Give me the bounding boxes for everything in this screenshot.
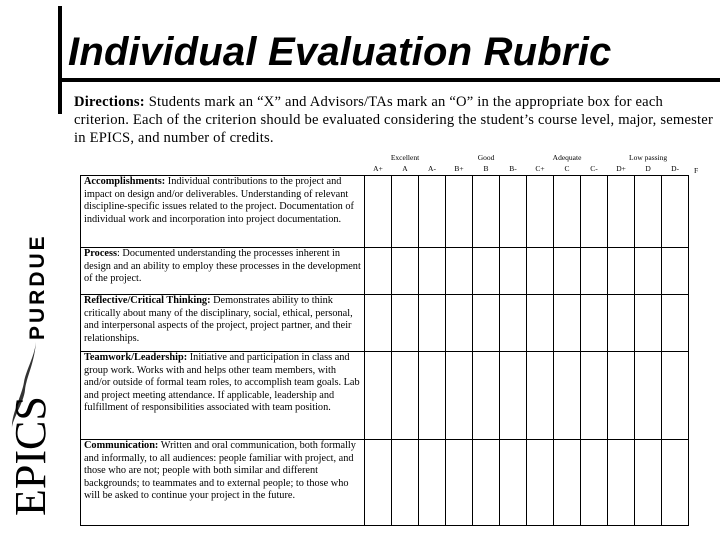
criterion-process (81, 248, 365, 295)
rating-cell[interactable] (419, 176, 446, 248)
rating-cell[interactable] (500, 440, 527, 526)
rating-cell[interactable] (608, 176, 635, 248)
rating-group-row (81, 152, 689, 163)
rating-cell[interactable] (500, 248, 527, 295)
rating-cell[interactable] (527, 440, 554, 526)
epics-purdue-logo (0, 190, 56, 540)
rating-cell[interactable] (581, 295, 608, 352)
grade-header-row (81, 163, 689, 176)
rating-cell[interactable] (527, 352, 554, 440)
rating-cell[interactable] (365, 176, 392, 248)
criterion-teamwork (81, 352, 365, 440)
rating-cell[interactable] (635, 295, 662, 352)
criterion-label: Accomplishments: (84, 176, 166, 187)
grade-f-label: F (694, 166, 699, 175)
criterion-row (81, 352, 689, 440)
rating-cell[interactable] (500, 176, 527, 248)
criterion-accomplishments (81, 176, 365, 248)
rating-cell[interactable] (581, 352, 608, 440)
rating-cell[interactable] (554, 295, 581, 352)
criterion-row (81, 440, 689, 526)
rating-cell[interactable] (473, 440, 500, 526)
criterion-text: Demonstrates ability to think critically about many of the disciplinary, social, ethical, personal, and interpersonal aspects of the project, project partner, and their relationships. (84, 295, 353, 344)
rating-cell[interactable] (608, 248, 635, 295)
rating-cell[interactable] (635, 352, 662, 440)
rating-cell[interactable] (473, 295, 500, 352)
criterion-text: Written and oral communication, both formally and informally, to all audiences: people familiar with project, and those who are not; people with both similar and different backgrounds; to teammates and to external people; to those who will be asked to continue your project in the future. (84, 440, 356, 502)
rating-cell[interactable] (527, 248, 554, 295)
rating-group-excellent: Excellent (390, 153, 420, 162)
grade-header: B- (509, 164, 517, 173)
rating-cell[interactable] (365, 248, 392, 295)
rating-cell[interactable] (446, 248, 473, 295)
rating-cell[interactable] (392, 440, 419, 526)
grade-header: D (645, 164, 651, 173)
rating-cell[interactable] (662, 176, 689, 248)
rubric-table (80, 152, 689, 526)
rating-cell[interactable] (419, 440, 446, 526)
rating-cell[interactable] (392, 352, 419, 440)
rating-cell[interactable] (446, 176, 473, 248)
rating-cell[interactable] (608, 352, 635, 440)
rating-cell[interactable] (392, 176, 419, 248)
directions-label: Directions: (74, 94, 145, 110)
title-horizontal-rule (58, 78, 720, 82)
rating-cell[interactable] (662, 352, 689, 440)
criterion-label: Reflective/Critical Thinking: (84, 295, 211, 306)
rating-cell[interactable] (392, 248, 419, 295)
grade-header: D- (671, 164, 680, 173)
rating-cell[interactable] (527, 176, 554, 248)
directions-text: Students mark an “X” and Advisors/TAs mark an “O” in the appropriate box for each criterion. Each of the criterion should be evaluated considering the student’s course level, major, semester in EPICS, and number of credits. (74, 94, 714, 146)
rating-cell[interactable] (581, 176, 608, 248)
criterion-row (81, 295, 689, 352)
criterion-row (81, 176, 689, 248)
rating-cell[interactable] (419, 352, 446, 440)
epics-wordmark: EPICS (6, 396, 55, 516)
rating-cell[interactable] (365, 352, 392, 440)
grade-header: A- (428, 164, 436, 173)
rating-cell[interactable] (662, 295, 689, 352)
rating-cell[interactable] (635, 176, 662, 248)
rating-cell[interactable] (662, 440, 689, 526)
grade-header: C- (590, 164, 598, 173)
criterion-text: : Documented understanding the processes inherent in design and an ability to employ these processes in the development of the project. (84, 248, 361, 285)
grade-header: C (564, 164, 570, 173)
grade-header: B+ (454, 164, 464, 173)
rating-cell[interactable] (446, 440, 473, 526)
rating-cell[interactable] (473, 176, 500, 248)
rating-cell[interactable] (554, 352, 581, 440)
rating-cell[interactable] (473, 248, 500, 295)
rating-cell[interactable] (446, 295, 473, 352)
rating-group-good: Good (477, 153, 495, 162)
rating-cell[interactable] (365, 440, 392, 526)
rating-cell[interactable] (392, 295, 419, 352)
directions-paragraph (74, 93, 714, 147)
rating-cell[interactable] (500, 295, 527, 352)
title-vertical-rule (58, 6, 62, 114)
rating-cell[interactable] (419, 248, 446, 295)
purdue-wordmark: PURDUE (26, 233, 49, 340)
rating-cell[interactable] (554, 176, 581, 248)
grade-header: C+ (535, 164, 545, 173)
rating-cell[interactable] (662, 248, 689, 295)
grade-header: D+ (616, 164, 626, 173)
page-title: Individual Evaluation Rubric (68, 30, 612, 74)
rating-cell[interactable] (419, 295, 446, 352)
criterion-label: Communication: (84, 440, 159, 451)
rating-cell[interactable] (500, 352, 527, 440)
rating-cell[interactable] (527, 295, 554, 352)
rating-cell[interactable] (581, 248, 608, 295)
rating-cell[interactable] (554, 248, 581, 295)
grade-header: B (483, 164, 489, 173)
rating-cell[interactable] (473, 352, 500, 440)
grade-header: A (402, 164, 408, 173)
criterion-text: Individual contributions to the project and impact on design and/or deliverables. Understanding of relevant discipline-specific issues related to the project. Documentation of individual work and incorporation into project documentation. (84, 176, 354, 225)
grade-header: A+ (373, 164, 383, 173)
criterion-label: Process (84, 248, 117, 259)
rating-cell[interactable] (635, 440, 662, 526)
rating-cell[interactable] (608, 295, 635, 352)
rating-cell[interactable] (608, 440, 635, 526)
criterion-text: Initiative and participation in class and group work. Works with and helps other team members, with and/or outside of formal team roles, to accomplish team goals. Lab and project meeting attendance. If applicable, leadership and fulfillment of responsibilities associated with team position. (84, 352, 360, 414)
rating-cell[interactable] (554, 440, 581, 526)
rating-cell[interactable] (581, 440, 608, 526)
rating-cell[interactable] (635, 248, 662, 295)
criterion-reflective-thinking (81, 295, 365, 352)
criterion-row (81, 248, 689, 295)
criterion-communication (81, 440, 365, 526)
rating-cell[interactable] (446, 352, 473, 440)
criterion-label: Teamwork/Leadership: (84, 352, 188, 363)
rating-cell[interactable] (365, 295, 392, 352)
rating-group-low-passing: Low passing (629, 153, 668, 162)
rating-group-adequate: Adequate (552, 153, 582, 162)
